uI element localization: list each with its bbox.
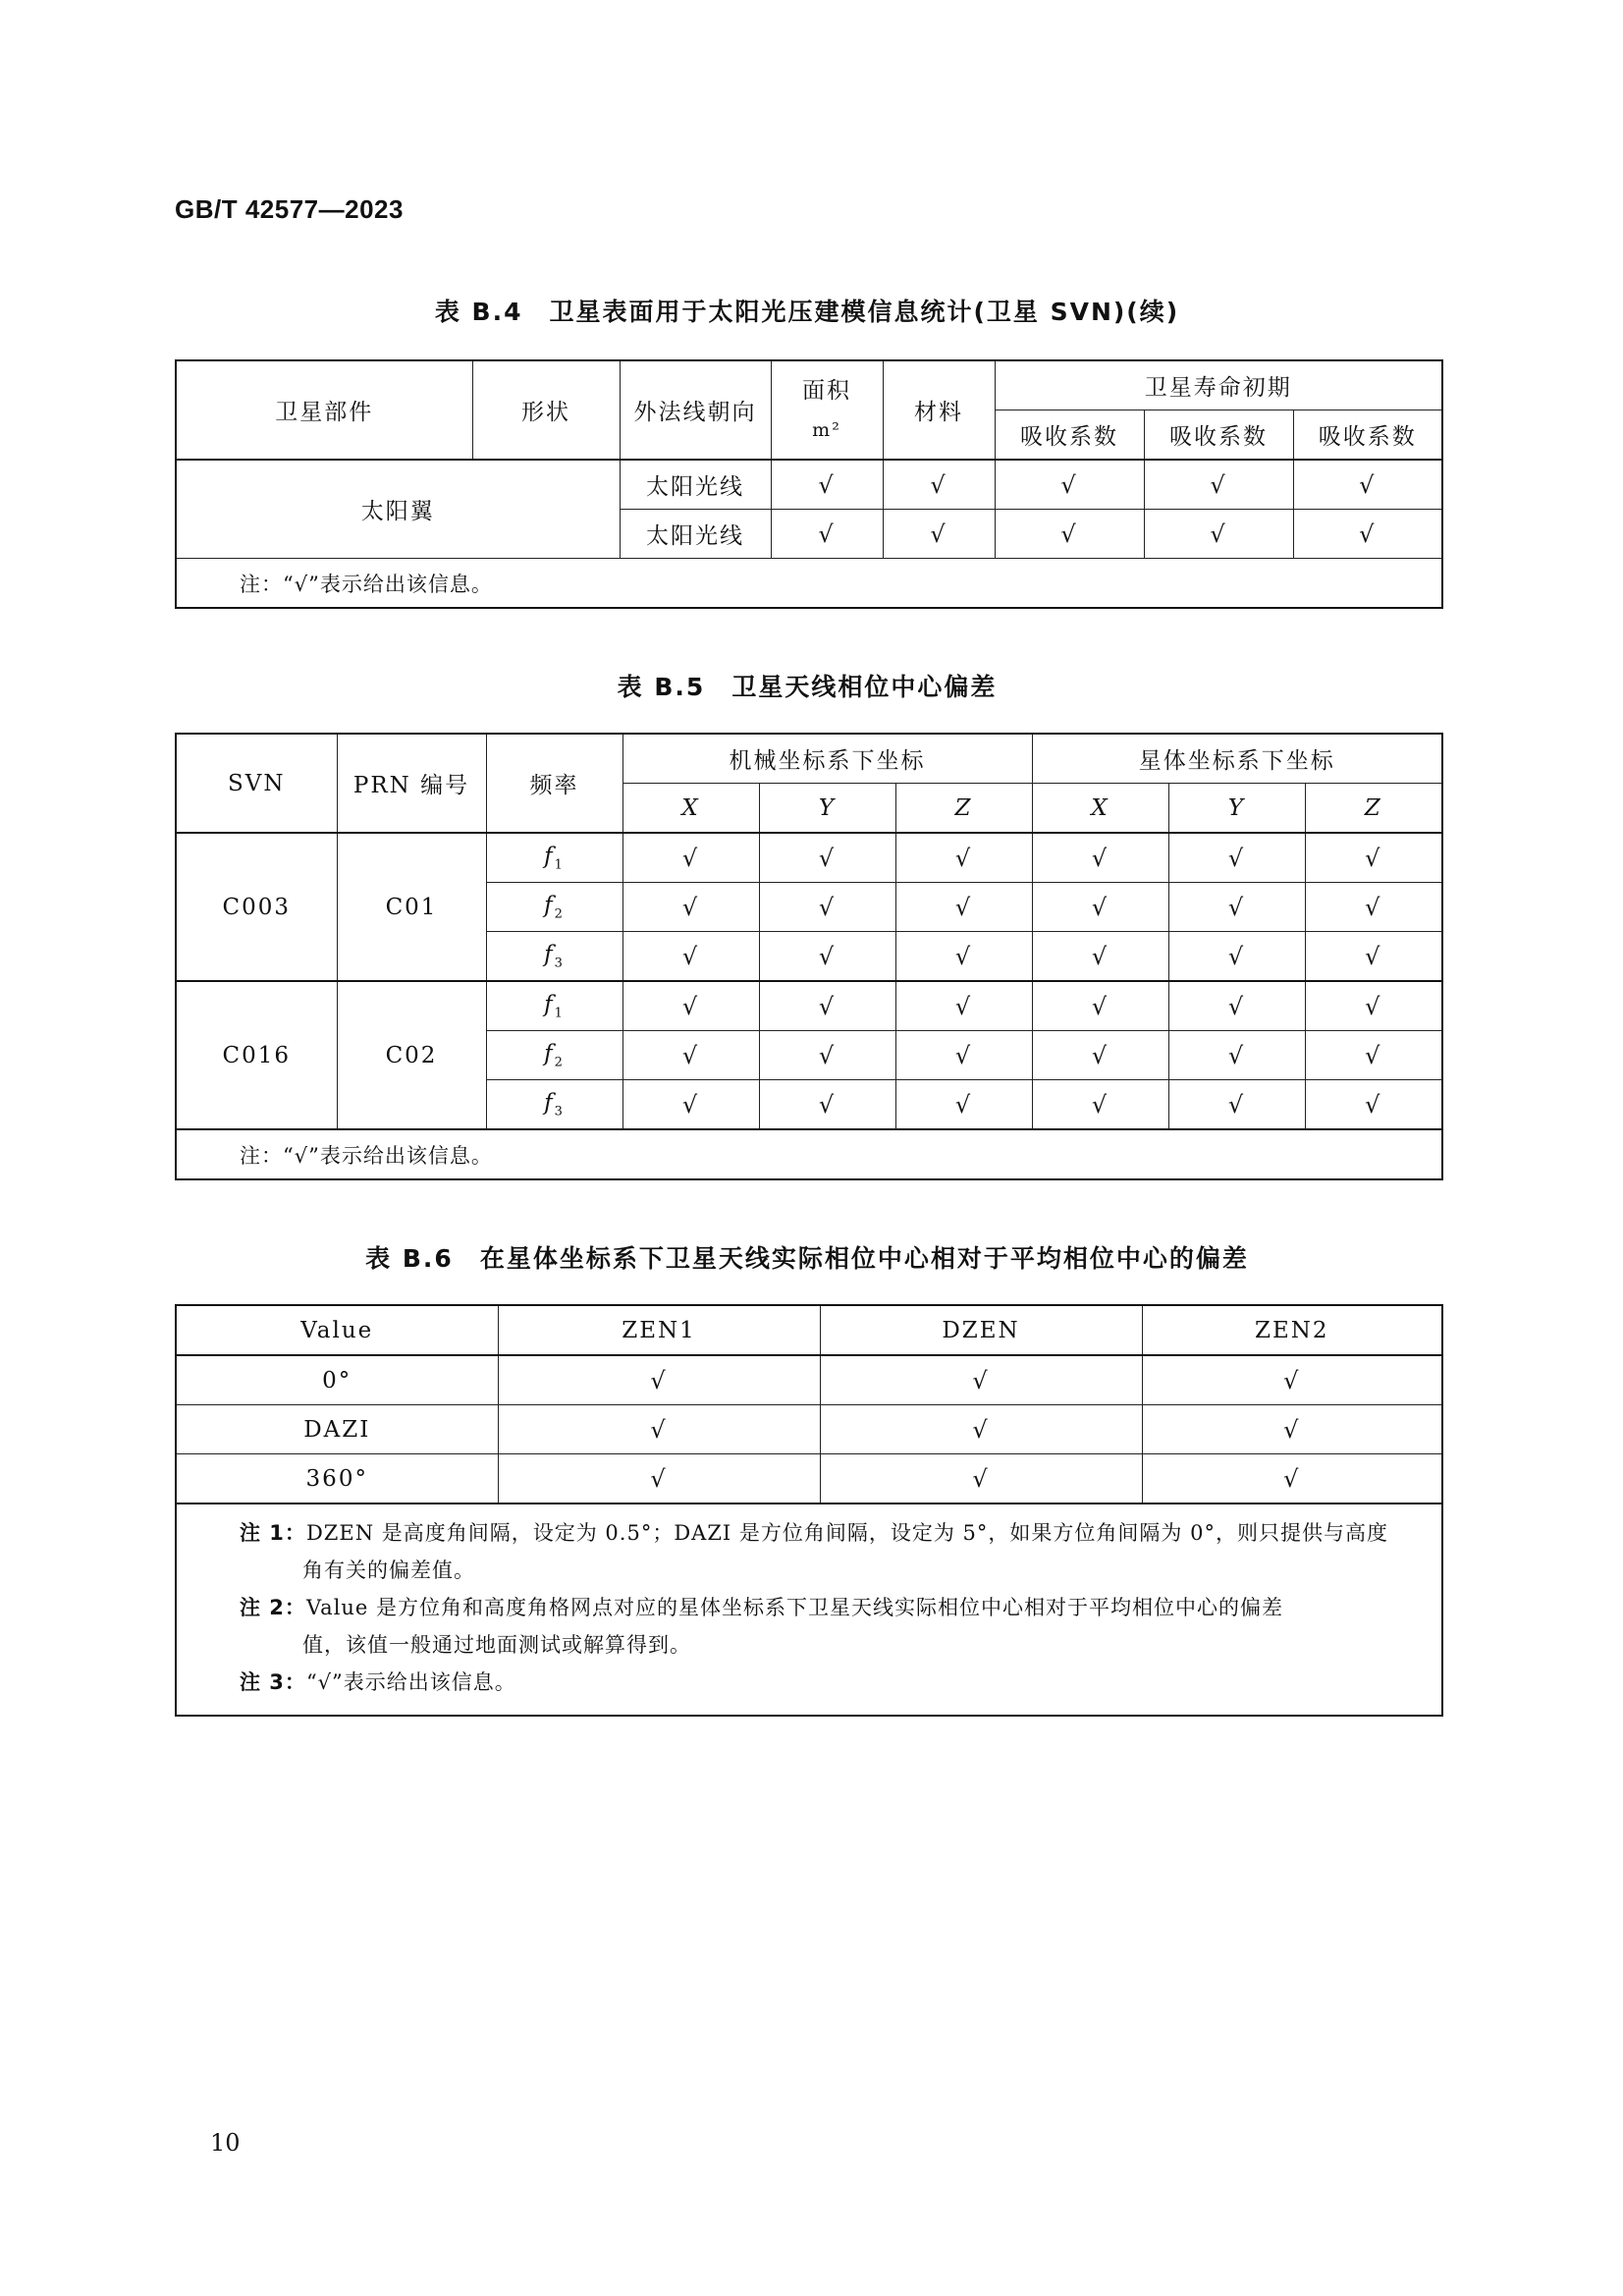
check-mark: √ xyxy=(1305,1031,1442,1080)
b5-freq xyxy=(486,1031,622,1080)
check-mark: √ xyxy=(771,460,883,510)
b6-notes xyxy=(176,1503,1442,1716)
check-mark: √ xyxy=(820,1454,1142,1504)
table-row xyxy=(176,1355,1442,1405)
table-row xyxy=(176,1405,1442,1454)
b4-normal: 太阳光线 xyxy=(620,460,771,510)
b6-header-zen2: ZEN2 xyxy=(1142,1305,1442,1355)
b4-header-area-label: 面积 xyxy=(802,377,851,404)
b4-note: 注：“√”表示给出该信息。 xyxy=(176,559,1442,609)
check-mark: √ xyxy=(895,833,1032,883)
check-mark: √ xyxy=(1305,833,1442,883)
table-b4-caption: 表 B.4 卫星表面用于太阳光压建模信息统计(卫星 SVN)(续) xyxy=(434,298,1180,326)
check-mark: √ xyxy=(1032,981,1168,1031)
b5-note: 注：“√”表示给出该信息。 xyxy=(176,1129,1442,1179)
b5-freq xyxy=(486,833,622,883)
b5-freq-symbol: f xyxy=(544,991,555,1017)
b5-freq-sub: 2 xyxy=(554,906,565,922)
check-mark: √ xyxy=(1032,932,1168,982)
check-mark: √ xyxy=(1305,1080,1442,1130)
b5-axis-z: Z xyxy=(895,784,1032,834)
check-mark: √ xyxy=(1293,510,1442,559)
table-row xyxy=(176,981,1442,1031)
check-mark: √ xyxy=(995,510,1144,559)
check-mark: √ xyxy=(1032,883,1168,932)
check-mark: √ xyxy=(759,833,895,883)
check-mark: √ xyxy=(895,1031,1032,1080)
table-b5-caption: 表 B.5 卫星天线相位中心偏差 xyxy=(617,673,998,701)
check-mark: √ xyxy=(1305,932,1442,982)
check-mark: √ xyxy=(1032,1080,1168,1130)
b6-note-1 xyxy=(240,1514,1428,1552)
b6-header-value: Value xyxy=(176,1305,498,1355)
check-mark: √ xyxy=(1032,1031,1168,1080)
b6-note-3-text: “√”表示给出该信息。 xyxy=(305,1670,516,1694)
b5-header-prn: PRN 编号 xyxy=(337,734,486,833)
b5-freq xyxy=(486,1080,622,1130)
check-mark: √ xyxy=(820,1355,1142,1405)
b5-header-freq: 频率 xyxy=(486,734,622,833)
b5-svn: C003 xyxy=(176,833,337,981)
b4-header-absorb-1: 吸收系数 xyxy=(995,410,1144,461)
b5-header-svn: SVN xyxy=(176,734,337,833)
table-b6 xyxy=(175,1304,1443,1717)
b6-note-3 xyxy=(240,1664,1428,1701)
check-mark: √ xyxy=(1168,932,1305,982)
b5-header-body: 星体坐标系下坐标 xyxy=(1032,734,1442,784)
check-mark: √ xyxy=(1168,1031,1305,1080)
check-mark: √ xyxy=(1144,510,1293,559)
check-mark: √ xyxy=(622,981,759,1031)
check-mark: √ xyxy=(1144,460,1293,510)
check-mark: √ xyxy=(883,460,995,510)
check-mark: √ xyxy=(1305,981,1442,1031)
b5-freq-sub: 1 xyxy=(554,1006,565,1021)
b6-header-dzen: DZEN xyxy=(820,1305,1142,1355)
b4-header-normal: 外法线朝向 xyxy=(620,360,771,460)
b5-axis-y: Y xyxy=(1168,784,1305,834)
b5-axis-y: Y xyxy=(759,784,895,834)
table-b6-caption: 表 B.6 在星体坐标系下卫星天线实际相位中心相对于平均相位中心的偏差 xyxy=(365,1244,1249,1273)
b4-header-life-group: 卫星寿命初期 xyxy=(995,360,1442,410)
b6-header-zen1: ZEN1 xyxy=(498,1305,820,1355)
table-row xyxy=(176,833,1442,883)
b5-freq xyxy=(486,981,622,1031)
table-b4 xyxy=(175,359,1443,609)
check-mark: √ xyxy=(771,510,883,559)
check-mark: √ xyxy=(759,1080,895,1130)
check-mark: √ xyxy=(895,883,1032,932)
b4-header-shape: 形状 xyxy=(472,360,620,460)
check-mark: √ xyxy=(759,1031,895,1080)
check-mark: √ xyxy=(759,883,895,932)
b5-freq-symbol: f xyxy=(544,843,555,869)
b5-prn: C02 xyxy=(337,981,486,1129)
check-mark: √ xyxy=(622,833,759,883)
b4-header-absorb-2: 吸收系数 xyxy=(1144,410,1293,461)
b6-note-3-label: 注 3： xyxy=(240,1670,306,1694)
b4-header-material: 材料 xyxy=(883,360,995,460)
b5-freq xyxy=(486,883,622,932)
b4-header-area-unit: m² xyxy=(812,418,841,441)
b5-freq-symbol: f xyxy=(544,1089,555,1116)
check-mark: √ xyxy=(883,510,995,559)
b5-freq-symbol: f xyxy=(544,1040,555,1066)
b5-freq-sub: 2 xyxy=(554,1055,565,1070)
b5-freq-sub: 3 xyxy=(554,956,565,971)
b6-row-label: 360° xyxy=(176,1454,498,1504)
check-mark: √ xyxy=(622,1080,759,1130)
check-mark: √ xyxy=(1142,1355,1442,1405)
check-mark: √ xyxy=(498,1454,820,1504)
b6-note-2-cont: 值，该值一般通过地面测试或解算得到。 xyxy=(302,1633,691,1657)
b4-header-absorb-3: 吸收系数 xyxy=(1293,410,1442,461)
b6-note-2 xyxy=(240,1589,1428,1626)
standard-code: GB/T 42577—2023 xyxy=(175,194,404,224)
b5-axis-z: Z xyxy=(1305,784,1442,834)
check-mark: √ xyxy=(1142,1454,1442,1504)
b5-prn: C01 xyxy=(337,833,486,981)
b6-row-label: 0° xyxy=(176,1355,498,1405)
b5-freq-symbol: f xyxy=(544,892,555,918)
check-mark: √ xyxy=(1142,1405,1442,1454)
check-mark: √ xyxy=(1293,460,1442,510)
b5-axis-x: X xyxy=(622,784,759,834)
b6-note-2-label: 注 2： xyxy=(240,1596,306,1619)
b4-header-part: 卫星部件 xyxy=(176,360,472,460)
b4-header-area xyxy=(771,360,883,460)
table-b5 xyxy=(175,733,1443,1180)
check-mark: √ xyxy=(1032,833,1168,883)
check-mark: √ xyxy=(1168,981,1305,1031)
page-number: 10 xyxy=(210,2129,241,2157)
b6-note-1-cont: 角有关的偏差值。 xyxy=(302,1558,475,1582)
check-mark: √ xyxy=(1305,883,1442,932)
check-mark: √ xyxy=(820,1405,1142,1454)
check-mark: √ xyxy=(622,1031,759,1080)
check-mark: √ xyxy=(759,981,895,1031)
b5-freq-sub: 3 xyxy=(554,1104,565,1120)
b5-freq xyxy=(486,932,622,982)
b4-part-solar-wing: 太阳翼 xyxy=(176,460,620,559)
check-mark: √ xyxy=(759,932,895,982)
check-mark: √ xyxy=(622,883,759,932)
b5-freq-sub: 1 xyxy=(554,857,565,873)
check-mark: √ xyxy=(995,460,1144,510)
b6-note-1-text: DZEN 是高度角间隔，设定为 0.5°；DAZI 是方位角间隔，设定为 5°，如果方位角间隔为 0°，则只提供与高度 xyxy=(305,1521,1388,1545)
check-mark: √ xyxy=(895,981,1032,1031)
b4-normal: 太阳光线 xyxy=(620,510,771,559)
check-mark: √ xyxy=(622,932,759,982)
table-row xyxy=(176,1454,1442,1504)
check-mark: √ xyxy=(498,1355,820,1405)
table-row xyxy=(176,460,1442,510)
check-mark: √ xyxy=(1168,1080,1305,1130)
b5-freq-symbol: f xyxy=(544,941,555,967)
b5-svn: C016 xyxy=(176,981,337,1129)
check-mark: √ xyxy=(895,1080,1032,1130)
check-mark: √ xyxy=(895,932,1032,982)
b5-axis-x: X xyxy=(1032,784,1168,834)
b6-note-1-label: 注 1： xyxy=(240,1521,306,1545)
check-mark: √ xyxy=(498,1405,820,1454)
b6-note-2-text: Value 是方位角和高度角格网点对应的星体坐标系下卫星天线实际相位中心相对于平均相位中心的偏差 xyxy=(305,1596,1284,1619)
check-mark: √ xyxy=(1168,833,1305,883)
b5-header-mech: 机械坐标系下坐标 xyxy=(622,734,1032,784)
check-mark: √ xyxy=(1168,883,1305,932)
b6-row-label: DAZI xyxy=(176,1405,498,1454)
